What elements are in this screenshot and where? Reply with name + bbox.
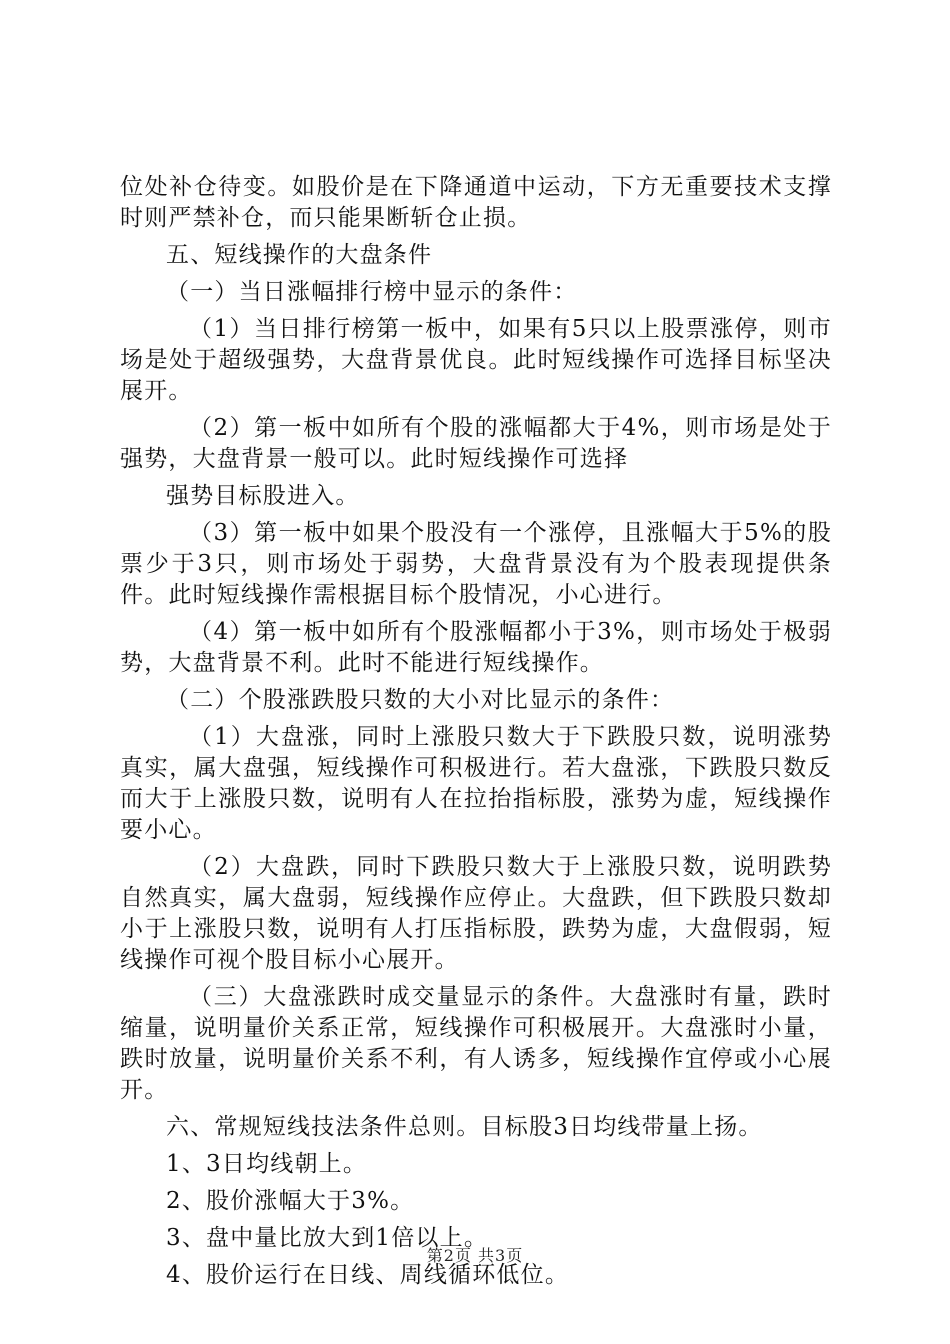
paragraph: （2）第一板中如所有个股的涨幅都大于4%，则市场是处于强势，大盘背景一般可以。此时短线操作可选择 [120, 415, 832, 472]
paragraph: （3）第一板中如果个股没有一个涨停，且涨幅大于5%的股票少于3只，则市场处于弱势，大盘背景没有为个股表现提供条件。此时短线操作需根据目标个股情况，小心进行。 [120, 520, 832, 608]
section-heading: 五、短线操作的大盘条件 [166, 242, 433, 268]
paragraph: 强势目标股进入。 [166, 483, 360, 509]
section-heading: 六、常规短线技法条件总则。目标股3日均线带量上扬。 [166, 1114, 763, 1140]
paragraph: （1）大盘涨，同时上涨股只数大于下跌股只数，说明涨势真实，属大盘强，短线操作可积极进行。若大盘涨，下跌股只数反而大于上涨股只数，说明有人在拉抬指标股，涨势为虚，短线操作要小心。 [120, 724, 832, 843]
page-footer: 第2页 共3页 [426, 1246, 524, 1265]
subsection-heading: （一）当日涨幅排行榜中显示的条件： [166, 279, 578, 305]
subsection-heading: （二）个股涨跌股只数的大小对比显示的条件： [166, 687, 675, 713]
paragraph: （1）当日排行榜第一板中，如果有5只以上股票涨停，则市场是处于超级强势，大盘背景优良。此时短线操作可选择目标坚决展开。 [120, 316, 832, 404]
paragraph: （4）第一板中如所有个股涨幅都小于3%，则市场处于极弱势，大盘背景不利。此时不能进行短线操作。 [120, 619, 832, 676]
list-item: 2、股价涨幅大于3%。 [166, 1188, 415, 1214]
list-item: 3、盘中量比放大到1倍以上。 [166, 1225, 489, 1251]
paragraph: 位处补仓待变。如股价是在下降通道中运动，下方无重要技术支撑时则严禁补仓，而只能果断斩仓止损。 [120, 174, 832, 231]
document-body [120, 172, 832, 1291]
list-item: 4、股价运行在日线、周线循环低位。 [166, 1262, 570, 1288]
list-item: 1、3日均线朝上。 [166, 1151, 368, 1177]
paragraph: （2）大盘跌，同时下跌股只数大于上涨股只数，说明跌势自然真实，属大盘弱，短线操作应停止。大盘跌，但下跌股只数却小于上涨股只数，说明有人打压指标股，跌势为虚，大盘假弱，短线操作可视个股目标小心展开。 [120, 854, 832, 973]
paragraph: （三）大盘涨跌时成交量显示的条件。大盘涨时有量，跌时缩量，说明量价关系正常，短线操作可积极展开。大盘涨时小量，跌时放量，说明量价关系不利，有人诱多，短线操作宜停或小心展开。 [120, 984, 832, 1103]
